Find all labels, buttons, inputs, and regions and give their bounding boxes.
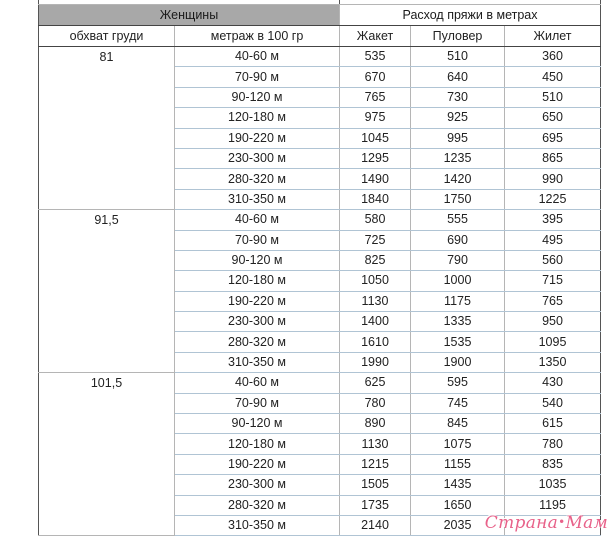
jacket-cell: 1050: [340, 271, 411, 291]
vest-cell: 540: [505, 393, 601, 413]
jacket-cell: 1505: [340, 475, 411, 495]
jacket-cell: 890: [340, 414, 411, 434]
vest-cell: 780: [505, 434, 601, 454]
jacket-cell: 1490: [340, 169, 411, 189]
jacket-cell: 1130: [340, 434, 411, 454]
yardage-cell: 280-320 м: [175, 495, 340, 515]
bust-size-cell: 91,5: [39, 210, 175, 373]
yardage-cell: 310-350 м: [175, 189, 340, 209]
yardage-cell: 90-120 м: [175, 250, 340, 270]
pullover-cell: 845: [411, 414, 505, 434]
jacket-cell: 1045: [340, 128, 411, 148]
pullover-cell: 745: [411, 393, 505, 413]
yardage-cell: 90-120 м: [175, 414, 340, 434]
vest-cell: 1195: [505, 495, 601, 515]
yardage-cell: 40-60 м: [175, 373, 340, 393]
table-row: [39, 210, 601, 230]
pullover-cell: 1075: [411, 434, 505, 454]
vest-cell: 1225: [505, 189, 601, 209]
bust-size-cell: 81: [39, 47, 175, 210]
pullover-cell: 2035: [411, 515, 505, 535]
yardage-cell: 190-220 м: [175, 291, 340, 311]
jacket-cell: 1840: [340, 189, 411, 209]
pullover-cell: 1420: [411, 169, 505, 189]
jacket-cell: 1610: [340, 332, 411, 352]
yardage-cell: 120-180 м: [175, 434, 340, 454]
vest-cell: 615: [505, 414, 601, 434]
jacket-cell: 1295: [340, 148, 411, 168]
jacket-cell: 1735: [340, 495, 411, 515]
jacket-column-header: Жакет: [340, 26, 411, 47]
jacket-cell: 2140: [340, 515, 411, 535]
yardage-cell: 70-90 м: [175, 230, 340, 250]
pullover-cell: 1435: [411, 475, 505, 495]
vest-cell: 395: [505, 210, 601, 230]
pullover-cell: 1900: [411, 352, 505, 372]
pullover-cell: 730: [411, 87, 505, 107]
pullover-column-header: Пуловер: [411, 26, 505, 47]
yardage-cell: 230-300 м: [175, 148, 340, 168]
yardage-cell: 230-300 м: [175, 312, 340, 332]
pullover-cell: 1175: [411, 291, 505, 311]
jacket-cell: 580: [340, 210, 411, 230]
vest-cell: 1095: [505, 332, 601, 352]
watermark-text-end: Мам: [565, 513, 608, 533]
yardage-cell: 40-60 м: [175, 210, 340, 230]
yardage-cell: 310-350 м: [175, 515, 340, 535]
vest-cell: 450: [505, 67, 601, 87]
yardage-cell: 120-180 м: [175, 271, 340, 291]
watermark-dot-icon: •: [558, 515, 566, 529]
consumption-header: Расход пряжи в метрах: [340, 5, 601, 26]
yardage-cell: 230-300 м: [175, 475, 340, 495]
table-row: [39, 373, 601, 393]
jacket-cell: 1130: [340, 291, 411, 311]
vest-column-header: Жилет: [505, 26, 601, 47]
pullover-cell: 925: [411, 108, 505, 128]
yardage-cell: 90-120 м: [175, 87, 340, 107]
pullover-cell: 555: [411, 210, 505, 230]
pullover-cell: 1155: [411, 454, 505, 474]
watermark-text-start: Страна: [484, 513, 559, 533]
yardage-cell: 70-90 м: [175, 393, 340, 413]
vest-cell: 715: [505, 271, 601, 291]
jacket-cell: 780: [340, 393, 411, 413]
women-header: Женщины: [39, 5, 340, 26]
vest-cell: 1350: [505, 352, 601, 372]
jacket-cell: 975: [340, 108, 411, 128]
yardage-cell: 120-180 м: [175, 108, 340, 128]
jacket-cell: 765: [340, 87, 411, 107]
jacket-cell: 1215: [340, 454, 411, 474]
yardage-cell: 310-350 м: [175, 352, 340, 372]
pullover-cell: 690: [411, 230, 505, 250]
pullover-cell: 1235: [411, 148, 505, 168]
bust-size-cell: 101,5: [39, 373, 175, 536]
yardage-cell: 280-320 м: [175, 169, 340, 189]
yardage-cell: 190-220 м: [175, 454, 340, 474]
pullover-cell: 1000: [411, 271, 505, 291]
pullover-cell: 1650: [411, 495, 505, 515]
vest-cell: 495: [505, 230, 601, 250]
pullover-cell: 995: [411, 128, 505, 148]
jacket-cell: 725: [340, 230, 411, 250]
vest-cell: 990: [505, 169, 601, 189]
pullover-cell: 790: [411, 250, 505, 270]
yardage-column-header: метраж в 100 гр: [175, 26, 340, 47]
pullover-cell: 510: [411, 47, 505, 67]
jacket-cell: 1990: [340, 352, 411, 372]
jacket-cell: 670: [340, 67, 411, 87]
site-watermark: [485, 513, 608, 533]
yardage-cell: 280-320 м: [175, 332, 340, 352]
yardage-cell: 190-220 м: [175, 128, 340, 148]
table-body: [39, 47, 601, 536]
vest-cell: 835: [505, 454, 601, 474]
vest-cell: 560: [505, 250, 601, 270]
table-row: [39, 47, 601, 67]
vest-cell: 765: [505, 291, 601, 311]
vest-cell: 650: [505, 108, 601, 128]
yardage-cell: 70-90 м: [175, 67, 340, 87]
pullover-cell: 640: [411, 67, 505, 87]
jacket-cell: 625: [340, 373, 411, 393]
pullover-cell: 1750: [411, 189, 505, 209]
pullover-cell: 595: [411, 373, 505, 393]
bust-column-header: обхват груди: [39, 26, 175, 47]
yardage-cell: 40-60 м: [175, 47, 340, 67]
vest-cell: 430: [505, 373, 601, 393]
table-column-header: [39, 26, 601, 47]
vest-cell: 510: [505, 87, 601, 107]
jacket-cell: 825: [340, 250, 411, 270]
pullover-cell: 1335: [411, 312, 505, 332]
vest-cell: 695: [505, 128, 601, 148]
vest-cell: 865: [505, 148, 601, 168]
yarn-consumption-table: [38, 0, 601, 536]
pullover-cell: 1535: [411, 332, 505, 352]
vest-cell: 1035: [505, 475, 601, 495]
vest-cell: 950: [505, 312, 601, 332]
table-group-header: [39, 5, 601, 26]
jacket-cell: 535: [340, 47, 411, 67]
jacket-cell: 1400: [340, 312, 411, 332]
vest-cell: 360: [505, 47, 601, 67]
